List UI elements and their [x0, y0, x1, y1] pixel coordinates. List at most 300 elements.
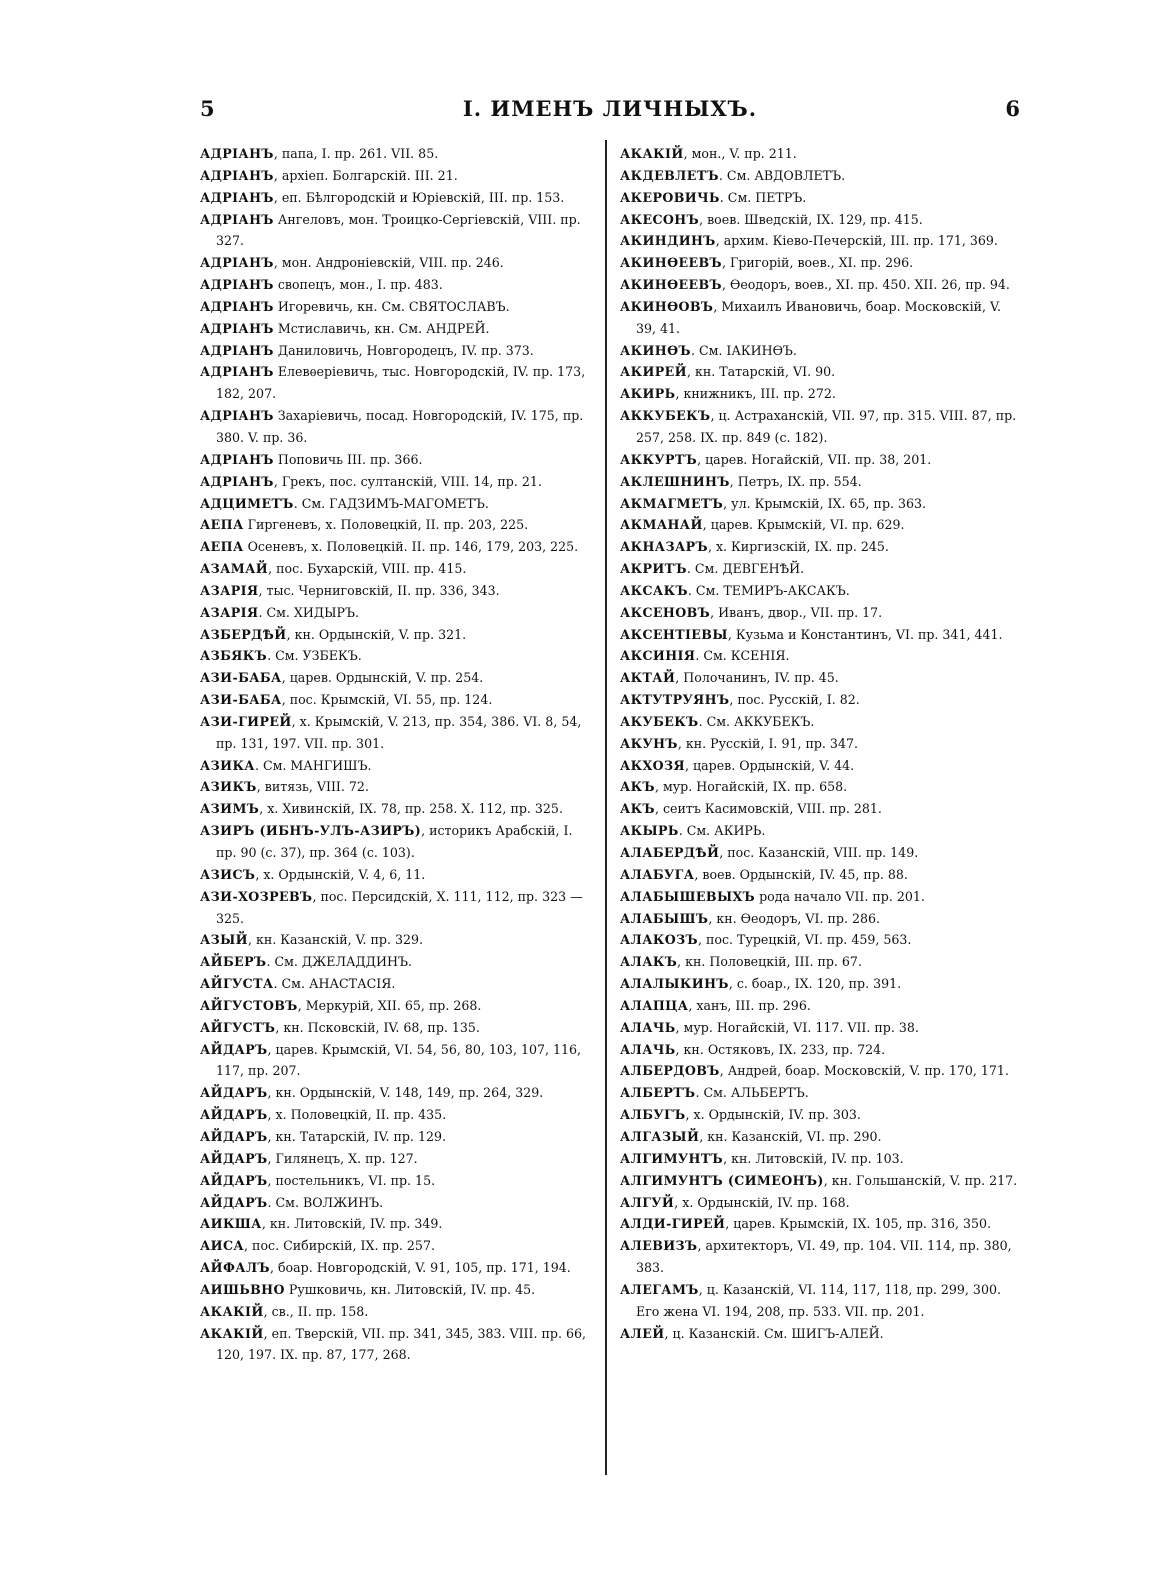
entry-headword: АЗИ-ГИРЕЙ [200, 713, 292, 729]
index-entry [620, 493, 1020, 515]
entry-headword: АЛГУЙ [620, 1194, 675, 1210]
entry-headword: АЙДАРЪ [200, 1107, 268, 1123]
index-entry [620, 1323, 1020, 1345]
index-entry [620, 1192, 1020, 1214]
entry-headword: АЙДАРЪ [200, 1172, 268, 1188]
index-entry [200, 689, 595, 711]
entry-headword: АКИРЬ [620, 386, 676, 402]
entry-headword: АЗАРІЯ [200, 582, 259, 598]
entry-headword: АЗИМЪ [200, 801, 260, 817]
entry-text: , кн. Гольшанскій, V. пр. 217. [823, 1172, 1018, 1188]
index-entry [200, 1257, 595, 1279]
entry-headword: АЗАМАЙ [200, 561, 269, 577]
entry-headword: АЗИ-БАБА [200, 692, 282, 708]
index-entry [200, 1148, 595, 1170]
index-entry [200, 1301, 595, 1323]
entry-headword: АЛАПЦА [620, 997, 689, 1013]
entry-headword: АДРІАНЪ [200, 211, 274, 227]
entry-text: , витязь, VIII. 72. [256, 779, 369, 795]
index-entry [200, 471, 595, 493]
entry-headword: АКЫРЬ [620, 823, 679, 839]
index-entry [200, 1082, 595, 1104]
entry-headword: АДРІАНЪ [200, 451, 274, 467]
index-entry [620, 689, 1020, 711]
index-entry [620, 1060, 1020, 1082]
index-entry [620, 187, 1020, 209]
entry-text: , постельникъ, VI. пр. 15. [267, 1172, 436, 1188]
entry-headword: АКТАЙ [620, 670, 676, 686]
index-entry [200, 645, 595, 667]
entry-headword: АЗАРІЯ [200, 604, 259, 620]
index-entry [620, 536, 1020, 558]
entry-text: , боар. Новгородскій, V. 91, 105, пр. 171, 194. [269, 1260, 571, 1276]
entry-text: , царев. Ногайскій, VII. пр. 38, 201. [697, 451, 932, 467]
index-entry [620, 274, 1020, 296]
index-entry [620, 908, 1020, 930]
entry-text: , Иванъ, двор., VII. пр. 17. [710, 604, 883, 620]
entry-headword: АЙДАРЪ [200, 1194, 268, 1210]
entry-headword: АЛБЕРДОВЪ [620, 1063, 720, 1079]
entry-text: Игоревичь, кн. См. СВЯТОСЛАВЪ. [273, 298, 510, 314]
entry-text: , пос. Крымскій, VI. 55, пр. 124. [281, 692, 493, 708]
index-entry [200, 209, 595, 253]
entry-text: , воев. Шведскій, IX. 129, пр. 415. [699, 211, 923, 227]
entry-text: Ангеловъ, мон. Троицко-Сергіевскій, VIII. пр. 327. [216, 211, 581, 249]
entry-headword: АКНАЗАРЪ [620, 539, 708, 555]
entry-headword: АКЛЕШНИНЪ [620, 473, 730, 489]
entry-text: , архим. Кіево-Печерскій, III. пр. 171, 369. [715, 233, 998, 249]
index-entry [200, 493, 595, 515]
index-entry [200, 667, 595, 689]
entry-text: Поповичь III. пр. 366. [273, 451, 423, 467]
entry-text: , кн. Остяковъ, IX. 233, пр. 724. [675, 1041, 886, 1057]
index-entry [200, 864, 595, 886]
index-entry [200, 995, 595, 1017]
index-entry [620, 1279, 1020, 1323]
entry-headword: АЗИСЪ [200, 866, 256, 882]
entry-headword: АЛГАЗЫЙ [620, 1128, 700, 1144]
entry-headword: АЛАЧЬ [620, 1019, 676, 1035]
index-entry [620, 1017, 1020, 1039]
index-entry [200, 252, 595, 274]
entry-headword: АДРІАНЪ [200, 408, 274, 424]
entry-headword: АЛАЛЫКИНЪ [620, 976, 729, 992]
entry-text: , кн. Казанскій, V. пр. 329. [247, 932, 424, 948]
entry-text: , Андрей, боар. Московскій, V. пр. 170, 171. [719, 1063, 1009, 1079]
entry-headword: АДРІАНЪ [200, 473, 274, 489]
index-entry [620, 580, 1020, 602]
entry-headword: АКСИНІЯ [620, 648, 696, 664]
index-entry [200, 340, 595, 362]
entry-headword: АККУБЕКЪ [620, 408, 711, 424]
entry-text: Гиргеневъ, х. Половецкій, II. пр. 203, 225. [243, 517, 529, 533]
entry-text: , кн. Ѳеодоръ, VI. пр. 286. [708, 910, 881, 926]
index-entry [620, 405, 1020, 449]
entry-text: , еп. Бѣлгородскій и Юріевскій, III. пр. 153. [273, 189, 565, 205]
index-entry [200, 951, 595, 973]
entry-headword: АЛГИМУНТЪ [620, 1150, 724, 1166]
entry-headword: АЗБЕРДѢЙ [200, 626, 287, 642]
entry-headword: АКУНЪ [620, 735, 678, 751]
entry-headword: АКИРЕЙ [620, 364, 687, 380]
index-entry [200, 405, 595, 449]
index-entry [200, 187, 595, 209]
right-column [620, 143, 1020, 1344]
entry-headword: АЛАБЫШЪ [620, 910, 709, 926]
entry-text: , царев. Крымскій, VI. пр. 629. [702, 517, 905, 533]
entry-text: рода начало VII. пр. 201. [755, 888, 925, 904]
index-entry [620, 143, 1020, 165]
entry-text: , кн. Ордынскій, V. 148, 149, пр. 264, 329. [267, 1085, 544, 1101]
entry-headword: АКМАГМЕТЪ [620, 495, 724, 511]
entry-text: , х. Киргизскій, IX. пр. 245. [707, 539, 889, 555]
entry-text: , кн. Русскій, I. 91, пр. 347. [677, 735, 858, 751]
index-entry [620, 230, 1020, 252]
entry-headword: АЙФАЛЪ [200, 1260, 270, 1276]
entry-headword: АЛЕВИЗЪ [620, 1238, 698, 1254]
index-entry [620, 951, 1020, 973]
index-entry [620, 667, 1020, 689]
entry-headword: АКСАКЪ [620, 582, 688, 598]
index-entry [200, 1039, 595, 1083]
entry-headword: АДРІАНЪ [200, 342, 274, 358]
entry-headword: АКЪ [620, 801, 655, 817]
index-entry [200, 929, 595, 951]
entry-text: , кн. Половецкій, III. пр. 67. [677, 954, 862, 970]
entry-text: , мур. Ногайскій, VI. 117. VII. пр. 38. [675, 1019, 919, 1035]
index-entry [620, 1170, 1020, 1192]
index-entry [200, 514, 595, 536]
entry-text: , Кузьма и Константинъ, VI. пр. 341, 441. [727, 626, 1003, 642]
entry-headword: АКЕРОВИЧЬ [620, 189, 720, 205]
index-entry [200, 1104, 595, 1126]
entry-text: , х. Хивинскій, IX. 78, пр. 258. X. 112, пр. 325. [259, 801, 563, 817]
index-entry [200, 1170, 595, 1192]
index-entry [200, 776, 595, 798]
index-entry [620, 296, 1020, 340]
index-entry [200, 296, 595, 318]
index-entry [620, 1082, 1020, 1104]
entry-text: , ц. Казанскій. См. ШИГЪ-АЛЕЙ. [664, 1325, 884, 1341]
entry-headword: АЙБЕРЪ [200, 954, 267, 970]
entry-text: , ханъ, III. пр. 296. [688, 997, 811, 1013]
entry-text: , х. Крымскій, V. 213, пр. 354, 386. VI. 8, 54, пр. 131, 197. VII. пр. 301. [216, 713, 582, 751]
entry-text: Даниловичь, Новгородецъ, IV. пр. 373. [273, 342, 534, 358]
index-entry [200, 1213, 595, 1235]
entry-headword: АЛАБУГА [620, 866, 695, 882]
entry-text: , историкъ Арабскій, I. пр. 90 (с. 37), пр. 364 (с. 103). [216, 823, 573, 860]
index-entry [620, 514, 1020, 536]
left-column [200, 143, 595, 1366]
entry-text: , св., II. пр. 158. [263, 1303, 369, 1319]
entry-headword: АЛАКЪ [620, 954, 678, 970]
entry-headword: АКИНѲЕЕВЪ [620, 255, 722, 271]
entry-text: , кн. Татарскій, IV. пр. 129. [267, 1128, 446, 1144]
index-entry [200, 143, 595, 165]
entry-text: , пос. Казанскій, VIII. пр. 149. [719, 845, 919, 860]
entry-text: , ул. Крымскій, IX. 65, пр. 363. [723, 495, 927, 511]
right-page-number: 6 [1005, 96, 1020, 121]
entry-text: , мур. Ногайскій, IX. пр. 658. [654, 779, 848, 795]
index-entry [620, 842, 1020, 864]
entry-text: , Ѳеодоръ, воев., XI. пр. 450. XII. 26, пр. 94. [721, 277, 1010, 293]
index-entry [620, 995, 1020, 1017]
entry-headword: АДРІАНЪ [200, 298, 274, 314]
entry-text: , Полочанинъ, IV. пр. 45. [675, 670, 839, 686]
entry-headword: АКАКІЙ [620, 146, 684, 161]
left-page-number: 5 [200, 96, 215, 121]
entry-headword: АДРІАНЪ [200, 277, 274, 293]
index-entry [620, 1235, 1020, 1279]
index-entry [620, 252, 1020, 274]
index-entry [200, 536, 595, 558]
entry-headword: АКДЕВЛЕТЪ [620, 167, 719, 183]
entry-text: Мстиславичь, кн. См. АНДРЕЙ. [273, 320, 490, 336]
entry-headword: АККУРТЪ [620, 451, 698, 467]
index-entry [200, 973, 595, 995]
entry-headword: АКСЕНОВЪ [620, 604, 711, 620]
entry-text: . См. АВДОВЛЕТЪ. [718, 167, 846, 183]
entry-text: , Гилянецъ, X. пр. 127. [267, 1150, 418, 1166]
index-entry [200, 1235, 595, 1257]
index-entry [200, 1192, 595, 1214]
entry-headword: АКАКІЙ [200, 1303, 264, 1319]
entry-text: , кн. Псковскій, IV. 68, пр. 135. [275, 1019, 480, 1035]
entry-text: , Петръ, IX. пр. 554. [729, 473, 862, 489]
page-header [200, 96, 1020, 130]
entry-text: , еп. Тверскій, VII. пр. 341, 345, 383. VIII. пр. 66, 120, 197. IX. пр. 87, 177, 268. [216, 1325, 587, 1363]
entry-text: , Михаилъ Ивановичь, боар. Московскій, V. 39, 41. [636, 298, 1001, 336]
entry-text: , мон., V. пр. 211. [683, 146, 797, 161]
entry-text: , Меркурій, XII. 65, пр. 268. [297, 997, 482, 1013]
entry-text: Рушковичь, кн. Литовскій, IV. пр. 45. [284, 1281, 536, 1297]
entry-headword: АКУБЕКЪ [620, 713, 699, 729]
index-entry [200, 624, 595, 646]
entry-headword: АЙДАРЪ [200, 1085, 268, 1101]
entry-headword: АКИНѲОВЪ [620, 298, 714, 314]
entry-text: , сеитъ Касимовскій, VIII. пр. 281. [654, 801, 882, 817]
entry-text: , кн. Литовскій, IV. пр. 103. [723, 1150, 904, 1166]
entry-headword: АЗЫЙ [200, 932, 248, 948]
entry-headword: АЗБЯКЪ [200, 648, 268, 664]
entry-headword: АЗИ-БАБА [200, 670, 282, 686]
index-entry [200, 755, 595, 777]
index-entry [200, 1279, 595, 1301]
entry-headword: АЙГУСТОВЪ [200, 997, 298, 1013]
entry-headword: АЛБУГЪ [620, 1107, 686, 1123]
entry-text: . См. МАНГИШЪ. [254, 757, 372, 773]
entry-headword: АЙГУСТЪ [200, 1019, 276, 1035]
index-entry [200, 318, 595, 340]
index-entry [200, 449, 595, 471]
entry-headword: АКАКІЙ [200, 1325, 264, 1341]
entry-text: . См. ТЕМИРЪ-АКСАКЪ. [687, 582, 850, 598]
index-entry [620, 1148, 1020, 1170]
entry-headword: АКХОЗЯ [620, 757, 686, 773]
index-entry [620, 209, 1020, 231]
index-entry [620, 471, 1020, 493]
entry-headword: АКИНѲЪ [620, 342, 691, 358]
entry-headword: АЛЕЙ [620, 1325, 665, 1341]
entry-headword: АДРІАНЪ [200, 255, 274, 271]
entry-text: , мон. Андроніевскій, VIII. пр. 246. [273, 255, 504, 271]
entry-headword: АЗИКА [200, 757, 255, 773]
entry-headword: АКИНДИНЪ [620, 233, 716, 249]
index-entry [620, 755, 1020, 777]
entry-headword: АДРІАНЪ [200, 320, 274, 336]
entry-headword: АЕПА [200, 517, 244, 533]
entry-text: . См. ІАКИНѲЪ. [690, 342, 797, 358]
entry-headword: АКСЕНТІЕВЫ [620, 626, 728, 642]
index-entry [620, 776, 1020, 798]
entry-headword: АЛДИ-ГИРЕЙ [620, 1216, 726, 1232]
entry-headword: АЙДАРЪ [200, 1128, 268, 1144]
index-entry [620, 624, 1020, 646]
entry-text: . См. ДЕВГЕНѢЙ. [686, 561, 805, 577]
index-entry [620, 645, 1020, 667]
index-entry [200, 361, 595, 405]
entry-headword: АКИНѲЕЕВЪ [620, 277, 722, 293]
entry-text: , кн. Казанскій, VI. пр. 290. [699, 1128, 882, 1144]
entry-text: , кн. Ордынскій, V. пр. 321. [286, 626, 467, 642]
entry-text: , х. Ордынскій, IV. пр. 168. [674, 1194, 850, 1210]
entry-headword: АИШЬВНО [200, 1281, 285, 1297]
entry-headword: АДРІАНЪ [200, 146, 274, 161]
index-entry [620, 383, 1020, 405]
entry-text: , царев. Ордынскій, V. 44. [685, 757, 855, 773]
entry-text: , пос. Сибирскій, IX. пр. 257. [244, 1238, 435, 1254]
entry-text: , пос. Бухарскій, VIII. пр. 415. [268, 561, 467, 577]
entry-text: . См. КСЕНІЯ. [695, 648, 790, 664]
index-entry [200, 820, 595, 864]
entry-headword: АЙДАРЪ [200, 1150, 268, 1166]
index-entry [200, 558, 595, 580]
entry-text: Захаріевичь, посад. Новгородскій, IV. 175, пр. 380. V. пр. 36. [216, 408, 584, 445]
entry-headword: АДРІАНЪ [200, 167, 274, 183]
index-entry [200, 602, 595, 624]
entry-headword: АДРІАНЪ [200, 364, 274, 380]
index-entry [620, 711, 1020, 733]
entry-text: , х. Ордынскій, V. 4, 6, 11. [255, 866, 426, 882]
entry-headword: АЗИРЪ (ИБНЪ-УЛЪ-АЗИРЪ) [200, 823, 422, 839]
entry-headword: АЛЕГАМЪ [620, 1281, 699, 1297]
entry-headword: АДРІАНЪ [200, 189, 274, 205]
entry-headword: АКЕСОНЪ [620, 211, 700, 227]
entry-headword: АКРИТЪ [620, 561, 687, 577]
entry-text: , Грекъ, пос. султанскій, VIII. 14, пр. 21. [273, 473, 542, 489]
entry-text: , ц. Астраханскій, VII. 97, пр. 315. VIII. 87, пр. 257, 258. IX. пр. 849 (с. 182). [636, 408, 1017, 445]
entry-headword: АКЪ [620, 779, 655, 795]
index-entry [620, 1213, 1020, 1235]
entry-text: , Григорій, воев., XI. пр. 296. [721, 255, 914, 271]
entry-headword: АЗИКЪ [200, 779, 257, 795]
entry-text: . См. ГАДЗИМЪ-МАГОМЕТЪ. [293, 495, 489, 511]
entry-headword: АКТУТРУЯНЪ [620, 692, 730, 708]
entry-headword: АЛБЕРТЪ [620, 1085, 696, 1101]
index-entry [620, 361, 1020, 383]
entry-headword: АИКША [200, 1216, 262, 1232]
index-entry [620, 973, 1020, 995]
entry-text: , х. Половецкій, II. пр. 435. [267, 1107, 447, 1123]
entry-text: . См. ХИДЫРЪ. [258, 604, 359, 620]
index-entry [200, 274, 595, 296]
index-entry [620, 864, 1020, 886]
entry-text: . См. ПЕТРЪ. [719, 189, 807, 205]
entry-text: , пос. Персидскій, X. 111, 112, пр. 323 — 325. [216, 888, 583, 926]
entry-text: , тыс. Черниговскій, II. пр. 336, 343. [258, 582, 500, 598]
index-entry [620, 449, 1020, 471]
entry-headword: АЗИ-ХОЗРЕВЪ [200, 888, 313, 904]
index-entry [620, 820, 1020, 842]
entry-text: Елевѳеріевичь, тыс. Новгородскій, IV. пр. 173, 182, 207. [216, 364, 586, 402]
index-entry [620, 165, 1020, 187]
entry-text: , ц. Казанскій, VI. 114, 117, 118, пр. 299, 300. Его жена VI. 194, 208, пр. 533. VII. пр. 201. [636, 1281, 1001, 1319]
entry-text: , книжникъ, III. пр. 272. [675, 386, 836, 402]
entry-text: , пос. Русскій, I. 82. [729, 692, 860, 708]
index-entry [200, 1323, 595, 1367]
index-entry [200, 798, 595, 820]
entry-text: , пос. Турецкій, VI. пр. 459, 563. [698, 932, 912, 948]
entry-text: , папа, I. пр. 261. VII. 85. [273, 146, 439, 161]
entry-headword: АЛАБЫШЕВЫХЪ [620, 888, 756, 904]
entry-text: . См. АККУБЕКЪ. [698, 713, 815, 729]
entry-text: , архитекторъ, VI. 49, пр. 104. VII. 114, пр. 380, 383. [636, 1238, 1012, 1276]
entry-headword: АЛАБЕРДѢЙ [620, 845, 720, 860]
entry-headword: АДЦИМЕТЪ [200, 495, 294, 511]
entry-text: . См. АНАСТАСІЯ. [273, 976, 396, 992]
entry-text: . См. АЛЬБЕРТЪ. [695, 1085, 809, 1101]
entry-text: . См. УЗБЕКЪ. [267, 648, 362, 664]
entry-headword: АЛАКОЗЪ [620, 932, 699, 948]
index-entry [200, 886, 595, 930]
index-entry [620, 929, 1020, 951]
entry-text: Осеневъ, х. Половецкій. II. пр. 146, 179, 203, 225. [243, 539, 579, 555]
entry-text: , архіеп. Болгарскій. III. 21. [273, 167, 458, 183]
entry-text: , царев. Ордынскій, V. пр. 254. [281, 670, 484, 686]
entry-headword: АЕПА [200, 539, 244, 555]
entry-headword: АЙДАРЪ [200, 1041, 268, 1057]
index-entry [620, 1126, 1020, 1148]
index-entry [200, 1017, 595, 1039]
index-entry [200, 580, 595, 602]
entry-text: , кн. Татарскій, VI. 90. [686, 364, 836, 380]
index-entry [620, 340, 1020, 362]
page-title: I. ИМЕНЪ ЛИЧНЫХЪ. [462, 96, 758, 121]
entry-headword: АИСА [200, 1238, 245, 1254]
entry-text: . См. АКИРЬ. [678, 823, 766, 839]
index-entry [200, 711, 595, 755]
index-entry [620, 1104, 1020, 1126]
index-entry [620, 798, 1020, 820]
entry-headword: АЛАЧЬ [620, 1041, 676, 1057]
entry-text: , царев. Крымскій, VI. 54, 56, 80, 103, 107, 116, 117, пр. 207. [216, 1041, 582, 1079]
entry-text: . См. ДЖЕЛАДДИНЪ. [266, 954, 412, 970]
entry-text: свопецъ, мон., I. пр. 483. [273, 277, 443, 293]
column-divider [605, 140, 607, 1475]
entry-headword: АКМАНАЙ [620, 517, 703, 533]
index-entry [620, 733, 1020, 755]
entry-text: , царев. Крымскій, IX. 105, пр. 316, 350. [725, 1216, 992, 1232]
entry-text: , с. боар., IX. 120, пр. 391. [728, 976, 902, 992]
entry-text: , х. Ордынскій, IV. пр. 303. [685, 1107, 861, 1123]
index-entry [620, 1039, 1020, 1061]
entry-headword: АЙГУСТА [200, 976, 274, 992]
entry-text: , воев. Ордынскій, IV. 45, пр. 88. [694, 866, 908, 882]
entry-text: , кн. Литовскій, IV. пр. 349. [261, 1216, 443, 1232]
index-entry [620, 602, 1020, 624]
entry-headword: АЛГИМУНТЪ (СИМЕОНЪ) [620, 1172, 824, 1188]
index-entry [620, 886, 1020, 908]
